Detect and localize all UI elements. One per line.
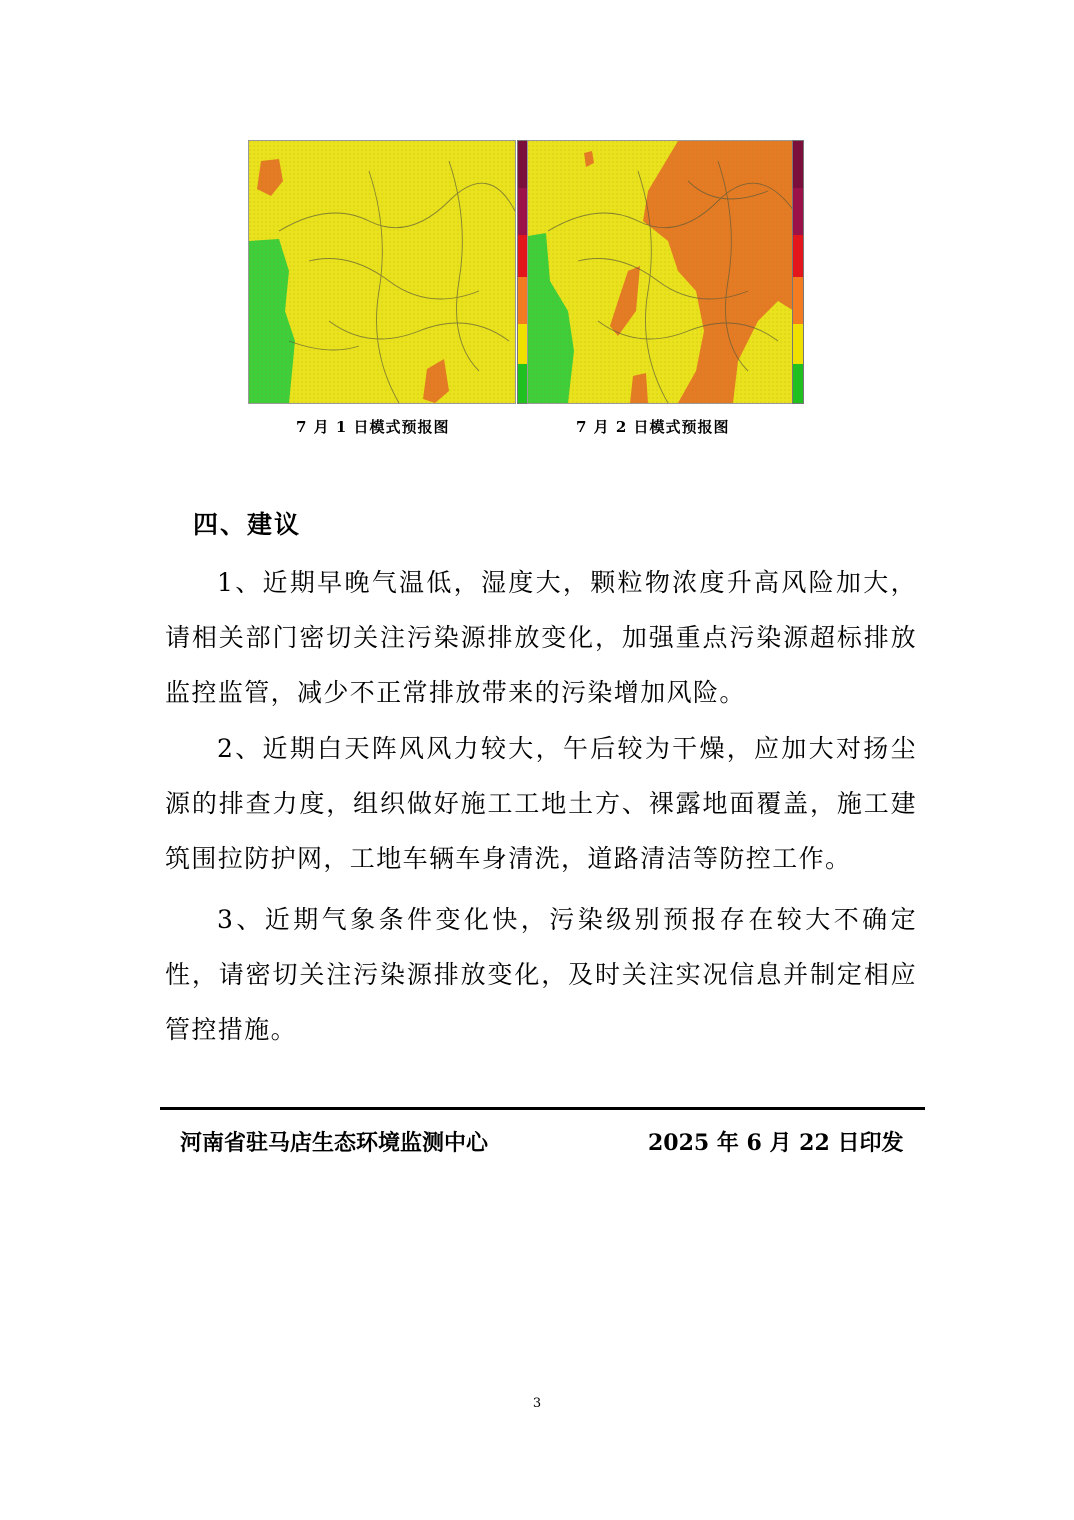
recommendation-paragraph-3: 3、近期气象条件变化快，污染级别预报存在较大不确定性，请密切关注污染源排放变化，及时关注实况信息并制定相应管控措施。 — [165, 905, 917, 1044]
forecast-map-day1-graphic — [249, 141, 515, 403]
forecast-map-day2 — [527, 140, 795, 404]
section-title-recommendations: 四、建议 — [193, 510, 302, 539]
color-legend-day2 — [792, 140, 804, 404]
footer-issue-date: 2025 年 6 月 22 日印发 — [648, 1130, 904, 1156]
figure-caption-day1: 7 月 1 日模式预报图 — [296, 418, 450, 436]
recommendation-paragraph-2: 2、近期白天阵风风力较大，午后较为干燥，应加大对扬尘源的排查力度，组织做好施工工地土方、裸露地面覆盖，施工建筑围拉防护网，工地车辆车身清洗，道路清洁等防控工作。 — [165, 734, 917, 873]
footer-organization: 河南省驻马店生态环境监测中心 — [180, 1130, 489, 1156]
figure-caption-day2: 7 月 2 日模式预报图 — [576, 418, 730, 436]
footer-divider — [160, 1107, 925, 1110]
page-number: 3 — [532, 1396, 542, 1411]
forecast-map-day2-graphic — [528, 141, 794, 403]
forecast-map-day1 — [248, 140, 516, 404]
recommendation-paragraph-1: 1、近期早晚气温低，湿度大，颗粒物浓度升高风险加大，请相关部门密切关注污染源排放变化，加强重点污染源超标排放监控监管，减少不正常排放带来的污染增加风险。 — [165, 568, 917, 707]
